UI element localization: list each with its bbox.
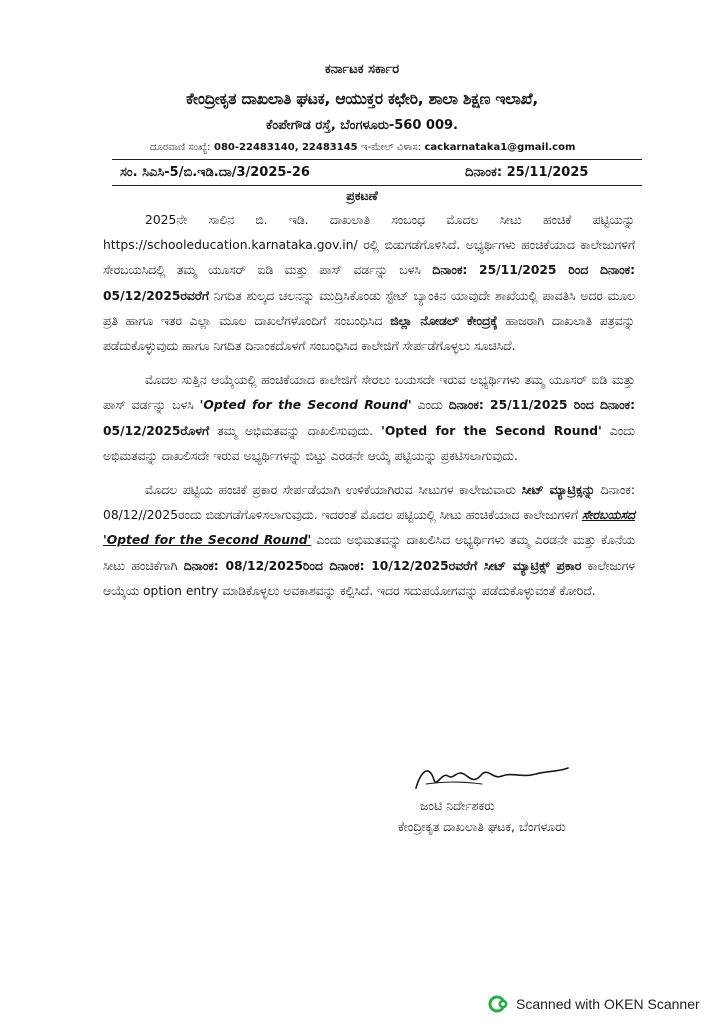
email-label: ಇ-ಮೇಲ್ ವಿಳಾಸ: xyxy=(361,142,422,153)
contact-line xyxy=(150,142,650,153)
header-divider-top xyxy=(112,159,642,160)
paragraph-2 xyxy=(103,368,635,469)
phone-label: ದೂರವಾಣಿ ಸಂಖ್ಯೆ: xyxy=(150,142,211,153)
notice-heading: ಪ್ರಕಟಣೆ xyxy=(346,188,378,203)
p3-text-1: ಮೊದಲ ಪಟ್ಟಿಯ ಹಂಚಿಕೆ ಪ್ರಕಾರ ಸೇರ್ಪಡೆಯಾಗಿ ಉಳಿಕೆಯಾಗಿರುವ ಸೀಟುಗಳ ಕಾಲೇಜುವಾರು xyxy=(145,483,516,498)
paragraph-3 xyxy=(103,478,635,604)
phone-numbers: 080-22483140, 22483145 xyxy=(214,142,358,153)
reference-number: ಸಂ. ಸಿಎಸಿ-5/ಬಿ.ಇಡಿ.ದಾ/3/2025-26 xyxy=(120,165,310,180)
paragraph-1 xyxy=(103,208,635,359)
p1-bold-nodal-centre: ಜಿಲ್ಲಾ ನೋಡಲ್ ಕೇಂದ್ರಕ್ಕೆ xyxy=(390,313,498,328)
p2-text-3: ತಮ್ಮ ಅಭಿಮತವನ್ನು ದಾಖಲಿಸುವುದು. xyxy=(217,423,374,438)
p2-text-4: ಎಂದು ಅಭಿಮತವನ್ನು ದಾಖಲಿಸದೇ ಇರುವ ಅಭ್ಯರ್ಥಿಗಳನ್ನು ಬಿಟ್ಟು ಎರಡನೇ ಆಯ್ಕೆ ಪಟ್ಟಿಯನ್ನು ಪ್ರಕಟಿಸಲಾಗುವುದು. xyxy=(103,423,635,463)
date-value: 25/11/2025 xyxy=(506,165,589,180)
p3-bold-seat-matrix: ಸೀಟ್ ಮ್ಯಾಟ್ರಿಕ್ಸನ್ನು xyxy=(521,483,596,498)
p1-text-2: ನಿಗದಿತ ಶುಲ್ಕದ ಚಲನನ್ನು ಮುದ್ರಿಸಿಕೊಂಡು ಸ್ಟೇಟ್ ಬ್ಯಾಂಕಿನ ಯಾವುದೇ ಶಾಖೆಯಲ್ಲಿ ಪಾವತಿಸಿ ಅದರ ಮೂಲ ಪ್ರತಿ ಹಾಗೂ ಇತರ ಎಲ್ಲಾ ಮೂಲ ದಾಖಲೆಗಳೊಂದಿಗೆ ಸಂಬಂಧಿಸಿದ xyxy=(103,288,635,328)
scanner-watermark-text: Scanned with OKEN Scanner xyxy=(516,996,700,1012)
p1-text-1: 2025ನೇ ಸಾಲಿನ ಬಿ. ಇಡಿ. ದಾಖಲಾತಿ ಸಂಬಂಧ ಮೊದಲ ಸೀಟು ಹಂಚಿಕೆ ಪಟ್ಟಿಯನ್ನು https://schooleducation.karnataka.gov.in/ ರಲ್ಲಿ ಬಿಡುಗಡೆಗೊಳಿಸಿದೆ. ಅಭ್ಯರ್ಥಿಗಳು ಹಂಚಿಕೆಯಾದ ಕಾಲೇಜುಗಳಿಗೆ ಸೇರಬಯಸಿದಲ್ಲಿ ತಮ್ಮ ಯೂಸರ್ ಐಡಿ ಮತ್ತು ಪಾಸ್ ವರ್ಡನ್ನು ಬಳಸಿ xyxy=(103,213,635,278)
office-title: ಕೇಂದ್ರೀಕೃತ ದಾಖಲಾತಿ ಘಟಕ, ಆಯುಕ್ತರ ಕಛೇರಿ, ಶಾಲಾ ಶಿಕ್ಷಣ ಇಲಾಖೆ, xyxy=(185,90,539,108)
p1-text-3: ಹಾಜರಾಗಿ ದಾಖಲಾತಿ ಪತ್ರವನ್ನು ಪಡೆದುಕೊಳ್ಳುವುದು ಹಾಗೂ ನಿಗದಿತ ದಿನಾಂಕದೊಳಗೆ ಸಂಬಂಧಿಸಿದ ಕಾಲೇಜಿಗೆ ಸೇರ್ಪಡೆಗೊಳ್ಳಲು ಸೂಚಿಸಿದೆ. xyxy=(103,313,635,354)
p2-bold-italic-opted: 'Opted for the Second Round' xyxy=(199,398,412,413)
p2-text-2: ಎಂದು xyxy=(417,398,443,413)
p3-bold-italic-underline-opted: ಸೇರಬಯಸದ 'Opted for the Second Round' xyxy=(103,508,635,548)
p3-bold-dates: ದಿನಾಂಕ: 08/12/2025ರಿಂದ ದಿನಾಂಕ: 10/12/2025ರವರೆಗೆ ಸೀಟ್ ಮ್ಯಾಟ್ರಿಕ್ಸ್ ಪ್ರಕಾರ xyxy=(183,558,582,573)
signatory-office: ಕೇಂದ್ರೀಕೃತ ದಾಖಲಾತಿ ಘಟಕ, ಬೆಂಗಳೂರು xyxy=(398,819,566,834)
p2-bold-opted: 'Opted for the Second Round' xyxy=(381,423,602,438)
email-address: cackarnataka1@gmail.com xyxy=(424,142,576,153)
p2-text-1: ಮೊದಲ ಸುತ್ತಿನ ಆಯ್ಕೆಯಲ್ಲಿ ಹಂಚಿಕೆಯಾದ ಕಾಲೇಜಿಗೆ ಸೇರಲು ಬಯಸದೇ ಇರುವ ಅಭ್ಯರ್ಥಿಗಳು ತಮ್ಮ ಯೂಸರ್ ಐಡಿ ಮತ್ತು ಪಾಸ್ ವರ್ಡನ್ನು ಬಳಸಿ xyxy=(103,373,636,413)
notice-date xyxy=(465,165,588,180)
notice-body xyxy=(103,208,635,613)
signatory-designation: ಜಂಟಿ ನಿರ್ದೇಶಕರು xyxy=(420,798,495,813)
date-label: ದಿನಾಂಕ: xyxy=(465,165,503,180)
p1-bold-dates: ದಿನಾಂಕ: 25/11/2025 ರಿಂದ ದಿನಾಂಕ: 05/12/2025ರವರೆಗೆ xyxy=(103,263,635,303)
p2-bold-dates: ದಿನಾಂಕ: 25/11/2025 ರಿಂದ ದಿನಾಂಕ: 05/12/2025ರೊಳಗೆ xyxy=(103,398,636,438)
p3-text-4: ಕಾಲೇಜುಗಳ ಆಯ್ಕೆಯ option entry ಮಾಡಿಕೊಳ್ಳಲು ಅವಕಾಶವನ್ನು ಕಲ್ಪಿಸಿದೆ. ಇದರ ಸದುಪಯೋಗವನ್ನು ಪಡೆದುಕೊಳ್ಳುವಂತೆ ಕೋರಿದೆ. xyxy=(103,558,635,598)
scanner-logo-icon xyxy=(488,993,510,1015)
header-divider-bottom xyxy=(112,185,642,186)
handwritten-signature xyxy=(412,762,572,794)
p3-text-2: ದಿನಾಂಕ: 08/12//2025ರಂದು ಬಿಡುಗಡೆಗೊಳಿಸಲಾಗುವುದು. ಇದರಂತೆ ಮೊದಲ ಪಟ್ಟಿಯಲ್ಲಿ ಸೀಟು ಹಂಚಿಕೆಯಾದ ಕಾಲೇಜುಗಳಿಗೆ xyxy=(103,483,635,523)
scanner-watermark xyxy=(488,993,700,1015)
government-title: ಕರ್ನಾಟಕ ಸರ್ಕಾರ xyxy=(324,62,400,77)
office-address: ಕೆಂಪೇಗೌಡ ರಸ್ತೆ, ಬೆಂಗಳೂರು-560 009. xyxy=(266,118,458,133)
p3-text-3: ಎಂದು ಅಭಿಮತವನ್ನು ದಾಖಲಿಸಿದ ಅಭ್ಯರ್ಥಿಗಳು ತಮ್ಮ ಎರಡನೇ ಮತ್ತು ಕೊನೆಯ ಸೀಟು ಹಂಚಿಕೆಗಾಗಿ xyxy=(103,533,636,573)
